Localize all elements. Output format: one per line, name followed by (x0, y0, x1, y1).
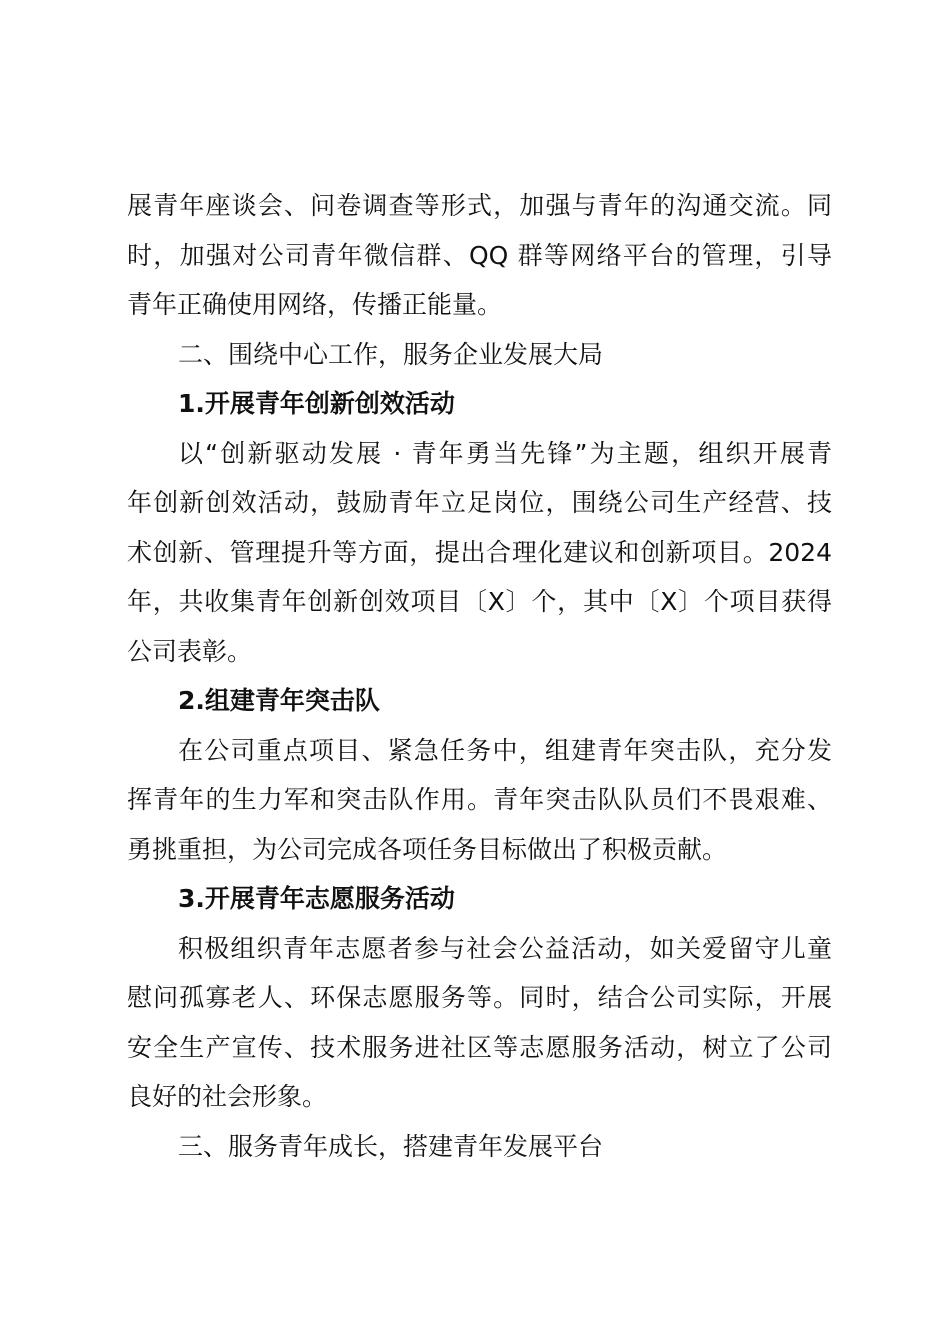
text-line: 勇挑重担，为公司完成各项任务目标做出了积极贡献。 (127, 834, 728, 864)
subheading-text: 1.开展青年创新创效活动 (178, 389, 455, 418)
text-line: 挥青年的生力军和突击队作用。青年突击队队员们不畏艰难、 (127, 785, 832, 814)
text-line: 良好的社会形象。 (127, 1082, 328, 1111)
section-heading-text: 三、服务青年成长，搭建青年发展平台 (178, 1131, 604, 1161)
subheading (127, 874, 832, 924)
section-heading (127, 330, 832, 380)
body-paragraph (127, 181, 832, 330)
body-paragraph (127, 429, 832, 677)
subheading-text: 2.组建青年突击队 (178, 686, 380, 715)
subheading (127, 379, 832, 429)
text-line: 公司表彰。 (127, 636, 253, 666)
text-line: 以“创新驱动发展 · 青年勇当先锋”为主题，组织开展青 (178, 438, 832, 468)
subheading-text: 3.开展青年志愿服务活动 (178, 884, 455, 913)
section-heading (127, 1122, 832, 1172)
text-line: 慰问孤寡老人、环保志愿服务等。同时，结合公司实际，开展 (127, 983, 832, 1012)
text-line: 年，共收集青年创新创效项目〔X〕个，其中〔X〕个项目获得 (127, 587, 832, 616)
text-line: 展青年座谈会、问卷调查等形式，加强与青年的沟通交流。同 (127, 191, 832, 220)
text-line: 安全生产宣传、技术服务进社区等志愿服务活动，树立了公司 (127, 1032, 832, 1062)
text-line: 时，加强对公司青年微信群、QQ 群等网络平台的管理，引导 (127, 240, 832, 270)
section-heading-text: 二、围绕中心工作，服务企业发展大局 (178, 339, 604, 369)
text-line: 在公司重点项目、紧急任务中，组建青年突击队，充分发 (178, 735, 832, 765)
text-line: 积极组织青年志愿者参与社会公益活动，如关爱留守儿童 (178, 933, 832, 963)
text-line: 术创新、管理提升等方面，提出合理化建议和创新项目。2024 (127, 537, 832, 567)
text-line: 青年正确使用网络，传播正能量。 (127, 290, 503, 319)
body-paragraph (127, 726, 832, 875)
body-paragraph (127, 924, 832, 1122)
document-body (127, 181, 832, 1171)
subheading (127, 676, 832, 726)
text-line: 年创新创效活动，鼓励青年立足岗位，围绕公司生产经营、技 (127, 488, 832, 517)
